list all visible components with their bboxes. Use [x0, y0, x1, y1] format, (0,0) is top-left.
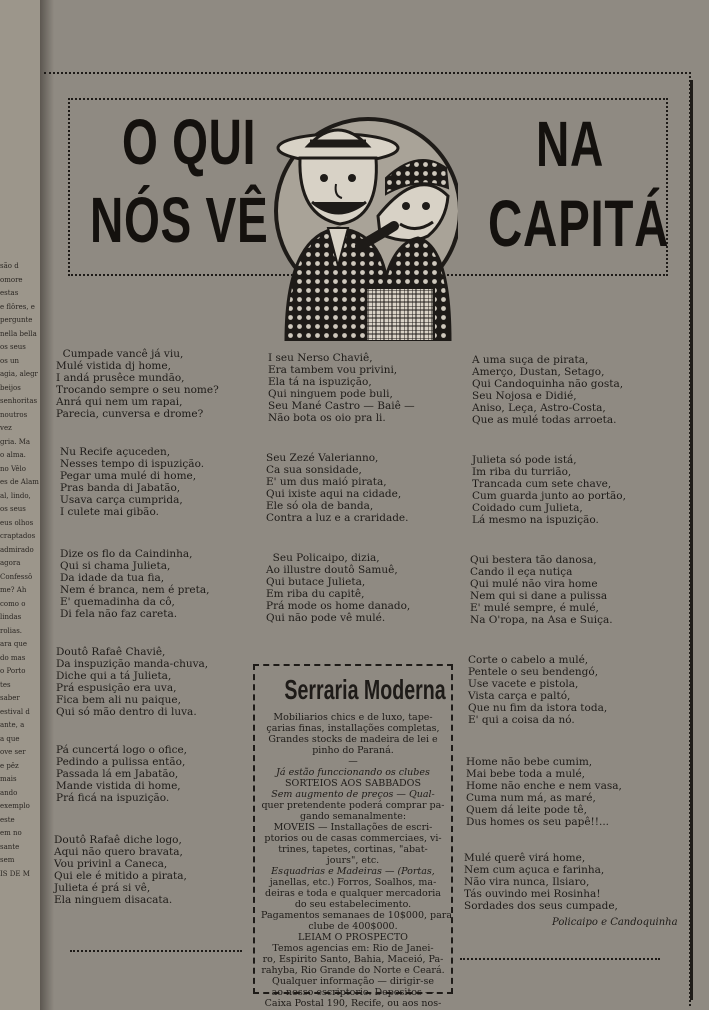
poem-column-3: [464, 852, 618, 912]
stanza: Qui bestera tão danosa, Cando il eça nutiça Qui mulé não vira home Nem qui si dane a pulissa E' mulé sempre, é mulé, Na O'ropa, na Asa e Suiça.: [470, 554, 613, 626]
ad-body: [261, 712, 453, 1009]
adjacent-page-fragment: vez: [0, 424, 12, 432]
adjacent-page-fragment: eus olhos: [0, 518, 34, 527]
ad-title: Serraria Moderna: [284, 674, 446, 705]
title-word-1: O QUI: [122, 106, 257, 178]
adjacent-page-fragment: estas: [0, 289, 19, 297]
adjacent-page-fragment: ante, a: [0, 721, 25, 729]
ad-line: Caixa Postal 190, Recife, ou aos nos-: [264, 998, 442, 1009]
poem-column-2: [266, 552, 410, 624]
ad-line: Mobiliarios chics e de luxo, tape-: [273, 712, 433, 723]
adjacent-page-fragment: al, lindo,: [0, 491, 31, 500]
poem-column-1: [54, 834, 187, 906]
adjacent-page-fragment: e pêz: [0, 761, 19, 770]
adjacent-page-fragment: admirado: [0, 545, 34, 554]
ad-line: trines, tapetes, cortinas, "abat-: [278, 844, 428, 855]
adjacent-page-fragment: em no: [0, 829, 22, 837]
adjacent-page-fragment: e flôres, e: [0, 302, 35, 311]
ad-line: rahyba, Rio Grande do Norte e Ceará.: [261, 965, 445, 976]
adjacent-page-fragment: es de Alam: [0, 478, 39, 486]
adjacent-page-fragment: IS DE M: [0, 869, 30, 878]
stanza: Seu Policaipo, dizia, Ao illustre doutô Samuê, Qui butace Julieta, Em riba du capitê, Prá mode os home danado, Qui não pode vê mulé.: [266, 552, 411, 624]
ad-line: jours", etc.: [326, 855, 380, 866]
ad-line: Pagamentos semanaes de 10$000, para: [261, 910, 453, 921]
adjacent-page-fragment: ara que: [0, 640, 28, 648]
stanza: Julieta só pode istá, Im riba du turrião, Trancada cum sete chave, Cum guarda junto ao portão, Coidado cum Julieta, Lá mesmo na ispuzição.: [472, 454, 626, 526]
stanza: Cumpade vancê já viu, Mulé vistida dj home, I andá prusêce mundão, Trocando sempre o seu nome? Anrá qui nem um rapai, Parecia, cunversa e drome?: [56, 348, 219, 420]
adjacent-page-fragment: tes: [0, 680, 11, 689]
adjacent-page-fragment: no Vêlo: [0, 464, 26, 473]
ad-line: janellas, etc.) Forros, Soalhos, ma-: [269, 877, 437, 888]
stanza: Home não bebe cumim, Mai bebe toda a mulé, Home não enche e nem vasa, Cuma num má, as maré, Quem dá leite pode tê, Dus homes os seu papê!!...: [466, 756, 622, 828]
adjacent-page-fragment: como o: [0, 599, 26, 608]
adjacent-page-fragment: agora: [0, 559, 21, 567]
poem-column-2: [268, 352, 415, 424]
poem-column-3: [470, 554, 613, 626]
adjacent-page-fragment: estival d: [0, 707, 30, 716]
dotted-rule: [460, 958, 660, 962]
caricature-two-men-icon: [268, 106, 458, 341]
adjacent-page-fragment: rolias.: [0, 626, 23, 635]
adjacent-page-fragment: sem: [0, 856, 15, 864]
ad-line: gando semanalmente:: [299, 811, 407, 822]
adjacent-page-fragment: os seus: [0, 343, 26, 351]
adjacent-page-fragment: são d: [0, 262, 19, 270]
serraria-moderna-ad: [253, 664, 453, 1009]
ad-line: SORTEIOS AOS SABBADOS: [285, 778, 421, 789]
ad-line: ao nosso escriptorio. Depositos —: [271, 987, 435, 998]
adjacent-page-fragment: Confessô: [0, 572, 33, 581]
adjacent-page-strip: [0, 0, 42, 1010]
adjacent-page-fragment: o alma.: [0, 451, 26, 459]
poem-column-1: [60, 548, 209, 620]
title-word-4: CAPITÁ: [488, 186, 670, 260]
ad-line: do seu estabelecimento.: [294, 899, 412, 910]
stanza: Dize os flo da Caindinha, Qui si chama Julieta, Da idade da tua fia, Nem é branca, nem é preta, E' quemadinha da cô, Di fela não faz careta.: [60, 548, 210, 620]
adjacent-page-fragment: nella bella: [0, 329, 37, 338]
adjacent-page-fragment: agia, alegr: [0, 370, 38, 378]
stanza: Pá cuncertá logo o ofice, Pedindo a pulissa então, Passada lá em Jabatão, Mande vistida di home, Prá ficá na ispuzição.: [56, 744, 188, 804]
dotted-rule: [70, 950, 242, 954]
title-word-3: NA: [536, 108, 604, 180]
ad-line: Sem augmento de preços — Qual-: [271, 789, 435, 800]
ad-line: Grandes stocks de madeira de lei e: [268, 734, 438, 745]
stanza: A uma suça de pirata, Amerço, Dustan, Setago, Qui Candoquinha não gosta, Seu Nojosa e Didié, Aniso, Leça, Astro-Costa, Que as mulé todas arroeta.: [472, 354, 624, 426]
stanza: Nu Recife açuceden, Nesses tempo di ispuzição. Pegar uma mulé di home, Pras banda di Jabatão, Usava carça cumprida, I culete mai gibão.: [60, 446, 205, 518]
ad-line: pinho do Paraná.: [312, 745, 394, 756]
ad-line: Qualquer informação — dirigir-se: [272, 976, 434, 987]
ad-line: quer pretendente poderá comprar pa-: [261, 800, 445, 811]
adjacent-page-fragment: este: [0, 815, 15, 824]
adjacent-page-fragment: pergunte: [0, 316, 33, 324]
adjacent-page-fragment: craptados: [0, 532, 36, 540]
poem-column-1: [56, 646, 208, 718]
ad-line: ro, Espirito Santo, Bahia, Maceió, Pa-: [262, 954, 444, 965]
stanza: Mulé querê virá home, Nem cum açuca e farinha, Não vira nunca, Ilsiaro, Tás ouvindo mei Rosinha! Sordades dos seus cumpade,: [464, 852, 618, 912]
ad-line: clube de 400$000.: [308, 921, 398, 932]
adjacent-page-fragment: do mas: [0, 653, 26, 662]
adjacent-page-fragment: me? Ah: [0, 586, 27, 594]
ad-line: —: [348, 756, 358, 767]
stanza: Seu Zezé Valerianno, Ca sua sonsidade, E' um dus maió pirata, Qui ixiste aqui na cidade, Ele só ola de banda, Contra a luz e a craridade.: [266, 452, 409, 524]
right-rule: [687, 80, 693, 1000]
adjacent-page-fragment: os seus: [0, 505, 26, 513]
ad-line: LEIAM O PROSPECTO: [298, 932, 408, 943]
title-word-2: NÓS VÊ: [90, 184, 269, 256]
poem-column-1: [56, 744, 187, 804]
adjacent-page-fragment: noutros: [0, 410, 28, 419]
stanza: Corte o cabelo a mulé, Pentele o seu bendengó, Use vacete e pistola, Vista carça e paltó, Que nu fim da istora toda, E' qui a coisa da nó.: [468, 654, 608, 726]
adjacent-page-fragment: sante: [0, 842, 20, 851]
adjacent-page-fragment: mais: [0, 775, 17, 783]
ad-line: MOVEIS — Installações de escri-: [273, 822, 433, 833]
adjacent-page-fragment: os un: [0, 356, 20, 365]
adjacent-page-fragment: gria. Ma: [0, 437, 31, 446]
ad-line: Já estão funccionando os clubes: [276, 767, 430, 778]
poem-column-3: [472, 454, 626, 526]
poem-signature: Policaipo e Candoquinha: [552, 917, 678, 928]
adjacent-page-fragment: saber: [0, 694, 20, 702]
poem-column-3: [472, 354, 623, 426]
adjacent-page-fragment: a que: [0, 734, 20, 743]
stanza: I seu Nerso Chaviê, Era tambem vou privini, Ela tá na ispuzição, Qui ninguem pode buli, Seu Mané Castro — Baiê — Não bota os oio pra li.: [268, 352, 415, 424]
stanza: Doutô Rafaê Chaviê, Da inspuzição manda-chuva, Diche qui a tá Julieta, Prá espusição era uva, Fica bem ali nu paique, Qui só mão dentro di luva.: [56, 646, 209, 718]
adjacent-page-fragment: omore: [0, 275, 23, 284]
poem-column-3: [466, 756, 622, 828]
ad-line: çarias finas, installações completas,: [266, 723, 440, 734]
adjacent-page-fragment: lindas: [0, 613, 22, 621]
ad-line: Temos agencias em: Rio de Janei-: [272, 943, 434, 954]
adjacent-page-fragment: exemplo: [0, 802, 30, 810]
poem-column-1: [56, 348, 219, 420]
ad-line: Esquadrias e Madeiras — (Portas,: [271, 866, 435, 877]
ad-line: ptorios ou de casas commerciaes, vi-: [264, 833, 442, 844]
poem-column-1: [60, 446, 204, 518]
adjacent-page-fragment: beijos: [0, 383, 21, 392]
poem-column-3: [468, 654, 607, 726]
adjacent-page-fragment: senhoritas: [0, 397, 38, 405]
poem-column-2: [266, 452, 408, 524]
magazine-page: [40, 0, 709, 1010]
adjacent-page-fragment: o Porto: [0, 667, 26, 675]
ad-line: deiras e toda e qualquer mercadoria: [265, 888, 441, 899]
adjacent-page-fragment: ando: [0, 788, 18, 797]
adjacent-page-fragment: ove ser: [0, 748, 26, 756]
stanza: Doutô Rafaê diche logo, Aqui não quero bravata, Vou privinl a Caneca, Qui ele é mitido a pirata, Julieta é prá si vê, Ela ninguem disacata.: [54, 834, 187, 906]
